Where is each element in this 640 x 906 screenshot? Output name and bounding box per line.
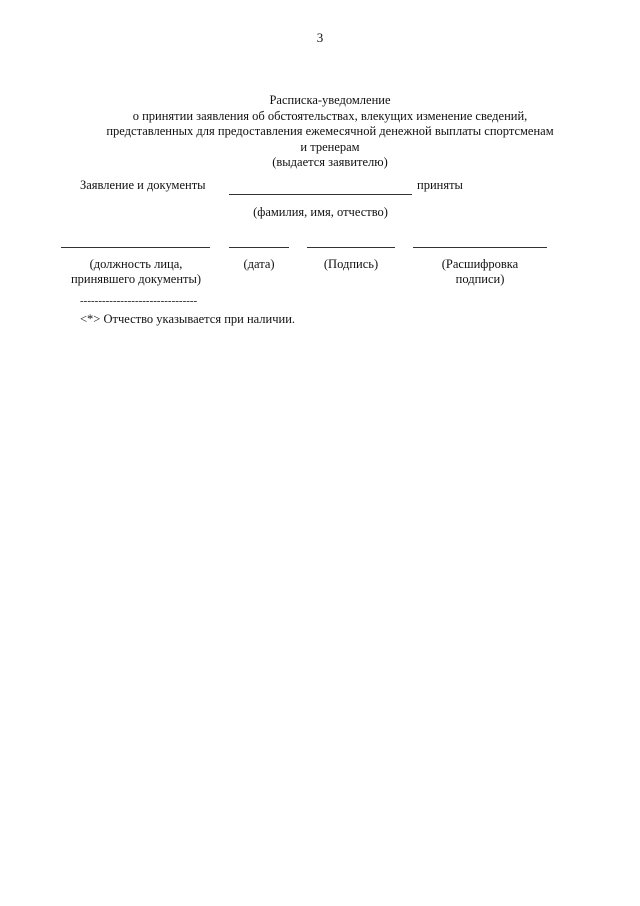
title-line-2: о принятии заявления об обстоятельствах, влекущих изменение сведений, [132,108,528,123]
position-caption-line-1: (должность лица, [89,257,183,271]
position-line [61,247,210,248]
acceptance-trail-text: приняты [417,178,463,192]
date-caption: (дата) [243,257,275,271]
signature-line [307,247,395,248]
footnote-text: <*> Отчество указывается при наличии. [80,312,296,326]
signature-decoding-caption-line-2: подписи) [455,272,505,286]
signature-caption: (Подпись) [323,257,379,271]
signature-decoding-caption [413,257,547,287]
full-name-line [229,194,412,195]
date-line [229,247,289,248]
title-line-4: и тренерам [300,139,360,154]
signature-decoding-line [413,247,547,248]
page-number: 3 [316,30,324,45]
acceptance-lead-text: Заявление и документы [80,178,206,192]
title-line-3: представленных для предоставления ежемесячной денежной выплаты спортсменам [106,124,554,138]
position-caption-line-2: принявшего документы) [70,272,202,286]
document-title [60,93,600,171]
title-line-5: (выдается заявителю) [272,155,388,169]
title-line-1: Расписка-уведомление [269,93,391,107]
position-caption [51,257,221,287]
signature-decoding-caption-line-1: (Расшифровка [441,257,519,271]
footnote-separator: -------------------------------- [80,295,198,307]
full-name-caption: (фамилия, имя, отчество) [253,205,388,219]
